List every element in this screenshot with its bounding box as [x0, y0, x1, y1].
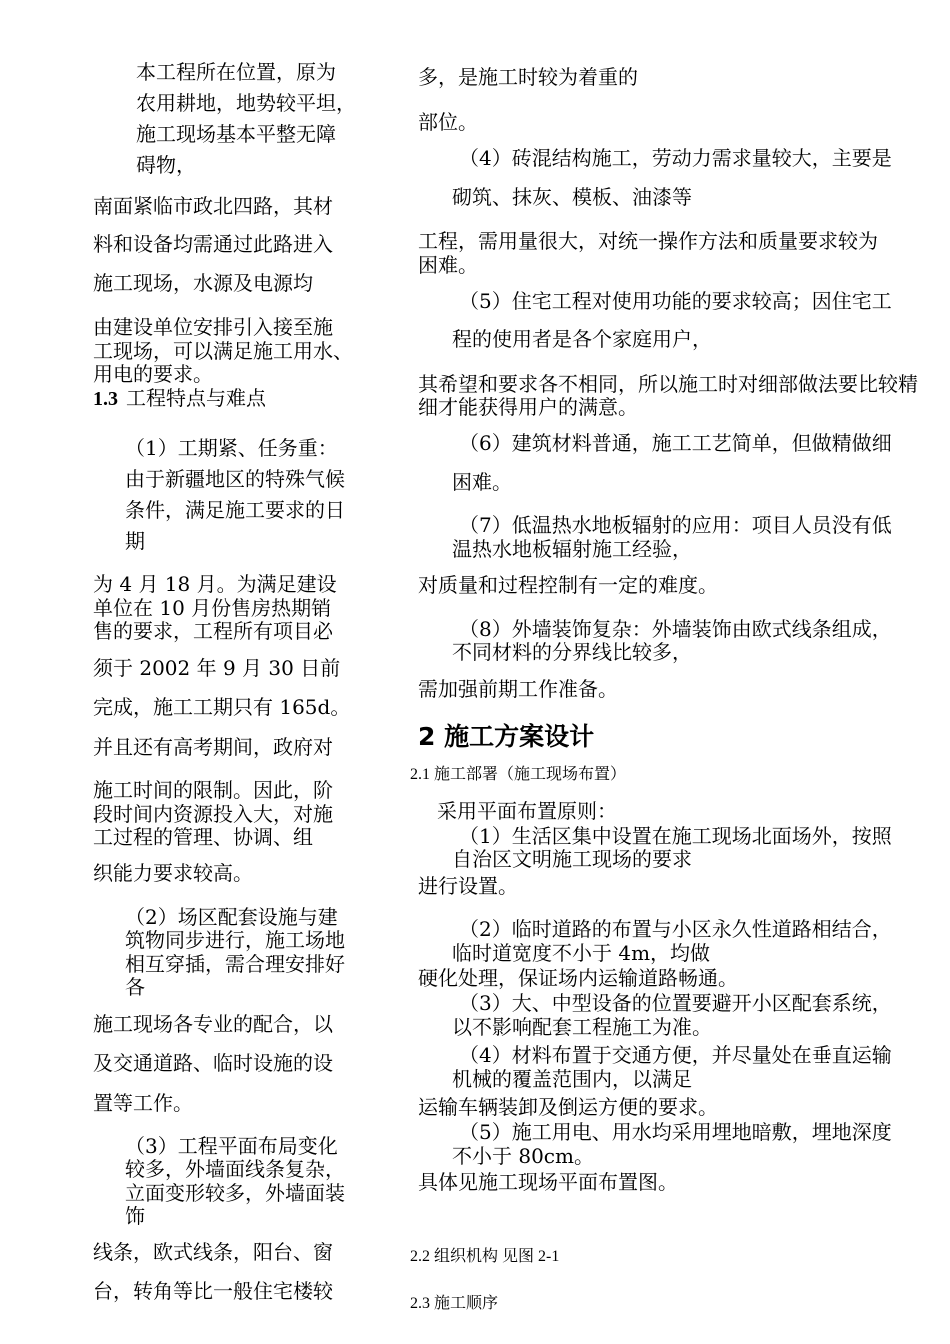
paragraph-line: （2）临时道路的布置与小区永久性道路相结合，: [459, 917, 892, 941]
paragraph-line: 农用耕地，地势较平坦，: [136, 91, 356, 115]
paragraph-line: 需加强前期工作准备。: [418, 677, 618, 701]
paragraph-line: 各: [125, 975, 145, 999]
paragraph-line: 临时道宽度不小于 4m，均做: [452, 941, 711, 965]
paragraph-line: 织能力要求较高。: [93, 861, 253, 885]
paragraph-line: （6）建筑材料普通，施工工艺简单，但做精做细: [459, 431, 892, 455]
paragraph-line: 困难。: [418, 253, 478, 277]
paragraph-line: 碍物，: [136, 153, 196, 177]
paragraph-line: 细才能获得用户的满意。: [418, 395, 638, 419]
paragraph-line: （3）大、中型设备的位置要避开小区配套系统，: [459, 991, 892, 1015]
paragraph-line: 料和设备均需通过此路进入: [93, 232, 333, 256]
paragraph-line: 本工程所在位置，原为: [136, 60, 336, 84]
paragraph-line: （4）材料布置于交通方便，并尽量处在垂直运输: [459, 1043, 892, 1067]
section-number: 1.3: [93, 388, 118, 410]
paragraph-line: 具体见施工现场平面布置图。: [418, 1170, 678, 1194]
paragraph-line: 工程，需用量很大，对统一操作方法和质量要求较为: [418, 229, 878, 253]
paragraph-line: 硬化处理，保证场内运输道路畅通。: [418, 966, 738, 990]
paragraph-line: 筑物同步进行，施工场地: [125, 928, 345, 952]
paragraph-line: 施工现场各专业的配合，以: [93, 1012, 333, 1036]
paragraph-line: 单位在 10 月份售房热期销: [93, 596, 332, 620]
paragraph-line: 条件，满足施工要求的日: [125, 498, 345, 522]
paragraph-line: 由于新疆地区的特殊气候: [125, 467, 345, 491]
paragraph-line: 工过程的管理、协调、组: [93, 825, 313, 849]
paragraph-line: 部位。: [418, 110, 478, 134]
section-heading-2-3: 2.3 施工顺序: [410, 1295, 499, 1312]
paragraph-line: 机械的覆盖范围内，以满足: [452, 1067, 692, 1091]
paragraph-line: 线条，欧式线条，阳台、窗: [93, 1240, 333, 1264]
paragraph-line: 不同材料的分界线比较多，: [452, 640, 692, 664]
paragraph-line: 其希望和要求各不相同，所以施工时对细部做法要比较精: [418, 372, 918, 396]
paragraph-line: 施工时间的限制。因此，阶: [93, 778, 333, 802]
paragraph-line: 自治区文明施工现场的要求: [452, 847, 692, 871]
paragraph-line: 饰: [125, 1204, 145, 1228]
paragraph-line: 不小于 80cm。: [452, 1144, 594, 1168]
paragraph-line: 用电的要求。: [93, 362, 213, 386]
paragraph-line: （8）外墙装饰复杂：外墙装饰由欧式线条组成，: [459, 617, 892, 641]
paragraph-line: 为 4 月 18 月。为满足建设: [93, 572, 337, 596]
paragraph-line: 较多，外墙面线条复杂，: [125, 1157, 345, 1181]
paragraph-line: 采用平面布置原则：: [437, 799, 617, 823]
paragraph-line: 以不影响配套工程施工为准。: [452, 1015, 712, 1039]
paragraph-line: 程的使用者是各个家庭用户，: [452, 327, 712, 351]
paragraph-line: 并且还有高考期间，政府对: [93, 735, 333, 759]
paragraph-line: 期: [125, 529, 145, 553]
section-heading-2-2: 2.2 组织机构 见图 2-1: [410, 1248, 560, 1265]
section-heading-1-3: [93, 386, 266, 411]
paragraph-line: 完成，施工工期只有 165d。: [93, 695, 351, 719]
paragraph-line: 售的要求，工程所有项目必: [93, 619, 333, 643]
paragraph-line: 及交通道路、临时设施的设: [93, 1051, 333, 1075]
chapter-heading: 2 施工方案设计: [418, 722, 595, 751]
paragraph-line: （3）工程平面布局变化: [125, 1134, 338, 1158]
paragraph-line: （7）低温热水地板辐射的应用：项目人员没有低: [459, 513, 892, 537]
paragraph-line: 温热水地板辐射施工经验，: [452, 537, 692, 561]
paragraph-line: 相互穿插，需合理安排好: [125, 952, 345, 976]
paragraph-line: 南面紧临市政北四路，其材: [93, 194, 333, 218]
paragraph-line: 进行设置。: [418, 874, 518, 898]
paragraph-line: （1）工期紧、任务重：: [125, 436, 338, 460]
paragraph-line: 台，转角等比一般住宅楼较: [93, 1279, 333, 1303]
paragraph-line: 由建设单位安排引入接至施: [93, 315, 333, 339]
paragraph-line: （5）施工用电、用水均采用埋地暗敷，埋地深度: [459, 1120, 892, 1144]
paragraph-line: 砌筑、抹灰、模板、油漆等: [452, 185, 692, 209]
paragraph-line: 须于 2002 年 9 月 30 日前: [93, 656, 341, 680]
paragraph-line: 困难。: [452, 470, 512, 494]
paragraph-line: 施工现场，水源及电源均: [93, 271, 313, 295]
paragraph-line: 段时间内资源投入大，对施: [93, 802, 333, 826]
paragraph-line: 对质量和过程控制有一定的难度。: [418, 573, 718, 597]
paragraph-line: （4）砖混结构施工，劳动力需求量较大，主要是: [459, 146, 892, 170]
paragraph-line: （1）生活区集中设置在施工现场北面场外，按照: [459, 824, 892, 848]
paragraph-line: 多，是施工时较为着重的: [418, 65, 638, 89]
paragraph-line: 运输车辆装卸及倒运方便的要求。: [418, 1095, 718, 1119]
paragraph-line: 工现场，可以满足施工用水、: [93, 339, 353, 363]
paragraph-line: （5）住宅工程对使用功能的要求较高；因住宅工: [459, 289, 892, 313]
paragraph-line: 施工现场基本平整无障: [136, 122, 336, 146]
paragraph-line: 置等工作。: [93, 1091, 193, 1115]
paragraph-line: （2）场区配套设施与建: [125, 905, 338, 929]
paragraph-line: 立面变形较多，外墙面装: [125, 1181, 345, 1205]
section-heading-2-1: 2.1 施工部署（施工现场布置）: [410, 766, 627, 783]
section-title: 工程特点与难点: [126, 386, 266, 410]
